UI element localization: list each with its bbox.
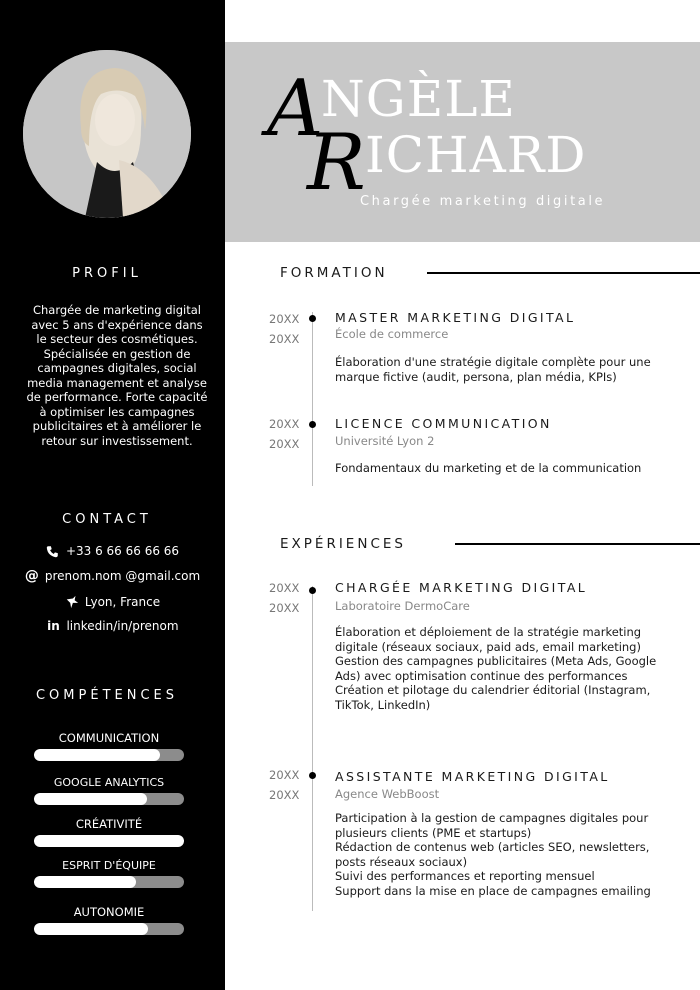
experience-bullet: Création et pilotage du calendrier éditorial (Instagram, TikTok, LinkedIn) — [335, 683, 651, 712]
profile-text: Chargée de marketing digital avec 5 ans d'expérience dans le secteur des cosmétiques. Spécialisée en gestion de campagnes digitales, social media management et analyse de performance. Forte capacité à optimiser les campagnes publicitaires et à améliorer le retour sur investissement. — [26, 303, 208, 448]
skill-bar-fill — [34, 835, 184, 847]
experience-desc — [335, 811, 670, 898]
first-name-initial: A — [267, 64, 324, 154]
email-text: prenom.nom @gmail.com — [44, 569, 201, 583]
phone-text: +33 6 66 66 66 66 — [65, 544, 180, 558]
last-name: ICHARD — [365, 126, 587, 184]
sidebar — [0, 0, 225, 990]
experience-bullet: Élaboration et déploiement de la stratégie marketing digitale (réseaux sociaux, paid ads, email marketing) — [335, 625, 642, 654]
phone-icon — [46, 544, 60, 558]
date-start: 20XX — [269, 417, 300, 431]
skill-label: COMMUNICATION — [58, 731, 160, 745]
job-title: Chargée marketing digitale — [360, 194, 606, 209]
portrait-image — [23, 50, 191, 218]
formation-title: MASTER MARKETING DIGITAL — [335, 310, 576, 325]
skill-bar — [34, 793, 184, 805]
contact-location — [0, 595, 225, 609]
formation-desc: Fondamentaux du marketing et de la communication — [335, 461, 642, 475]
experience-bullet: Gestion des campagnes publicitaires (Meta Ads, Google Ads) avec optimisation continue des performances — [335, 654, 657, 683]
first-name: NGÈLE — [321, 70, 516, 128]
skill-bar — [34, 876, 184, 888]
skills-heading: COMPÉTENCES — [35, 688, 178, 703]
timeline-dot — [309, 421, 316, 428]
skill-creativite — [34, 817, 184, 847]
skill-bar-fill — [34, 923, 148, 935]
skill-bar-fill — [34, 876, 136, 888]
skill-label: AUTONOMIE — [73, 905, 145, 919]
formation-school: Université Lyon 2 — [335, 434, 435, 448]
profile-photo — [23, 50, 191, 218]
formation-heading: FORMATION — [280, 265, 388, 281]
experience-title: CHARGÉE MARKETING DIGITAL — [335, 580, 588, 595]
skill-bar — [34, 835, 184, 847]
skill-communication — [34, 731, 184, 761]
skill-label: GOOGLE ANALYTICS — [53, 776, 165, 789]
experience-company: Laboratoire DermoCare — [335, 599, 470, 613]
skill-google-analytics — [34, 776, 184, 805]
experience-bullet: Rédaction de contenus web (articles SEO, newsletters, posts réseaux sociaux) — [335, 840, 650, 869]
skill-bar-fill — [34, 793, 147, 805]
last-name-initial: R — [307, 118, 366, 208]
name-header — [225, 42, 700, 242]
formation-desc: Élaboration d'une stratégie digitale complète pour une marque fictive (audit, persona, plan média, KPIs) — [335, 355, 651, 384]
linkedin-text: linkedin/in/prenom — [66, 619, 179, 633]
timeline-dot — [309, 315, 316, 322]
experiences-timeline — [312, 586, 313, 911]
formation-timeline — [312, 312, 313, 486]
location-text: Lyon, France — [84, 595, 161, 609]
contact-email[interactable] — [0, 569, 225, 583]
skill-bar-fill — [34, 749, 160, 761]
experience-title: ASSISTANTE MARKETING DIGITAL — [335, 769, 610, 784]
contact-linkedin[interactable] — [0, 619, 225, 633]
experiences-heading: EXPÉRIENCES — [280, 536, 406, 552]
contact-phone[interactable] — [0, 544, 225, 558]
skill-autonomie — [34, 905, 184, 935]
date-end: 20XX — [269, 437, 300, 451]
skill-esprit-equipe — [34, 859, 184, 888]
formation-title: LICENCE COMMUNICATION — [335, 416, 552, 431]
experience-company: Agence WebBoost — [335, 787, 440, 801]
date-start: 20XX — [269, 768, 300, 782]
timeline-dot — [309, 772, 316, 779]
skill-label: CRÉATIVITÉ — [75, 817, 143, 831]
timeline-dot — [309, 587, 316, 594]
experiences-rule — [455, 543, 700, 545]
date-end: 20XX — [269, 788, 300, 802]
formation-rule — [427, 272, 700, 274]
map-marker-icon — [65, 595, 79, 609]
profile-heading: PROFIL — [72, 266, 142, 281]
skill-bar — [34, 923, 184, 935]
experience-bullet: Suivi des performances et reporting mensuel — [335, 869, 595, 883]
date-start: 20XX — [269, 581, 300, 595]
linkedin-icon: in — [47, 619, 60, 633]
contact-heading: CONTACT — [62, 512, 152, 527]
formation-school: École de commerce — [335, 327, 449, 341]
experience-desc — [335, 625, 670, 736]
date-end: 20XX — [269, 332, 300, 346]
skill-label: ESPRIT D'ÉQUIPE — [62, 859, 156, 872]
experience-bullet: Participation à la gestion de campagnes digitales pour plusieurs clients (PME et startups) — [335, 811, 649, 840]
date-start: 20XX — [269, 312, 300, 326]
experience-bullet: Support dans la mise en place de campagnes emailing — [335, 883, 651, 898]
at-icon: @ — [24, 568, 39, 584]
date-end: 20XX — [269, 601, 300, 615]
skill-bar — [34, 749, 184, 761]
